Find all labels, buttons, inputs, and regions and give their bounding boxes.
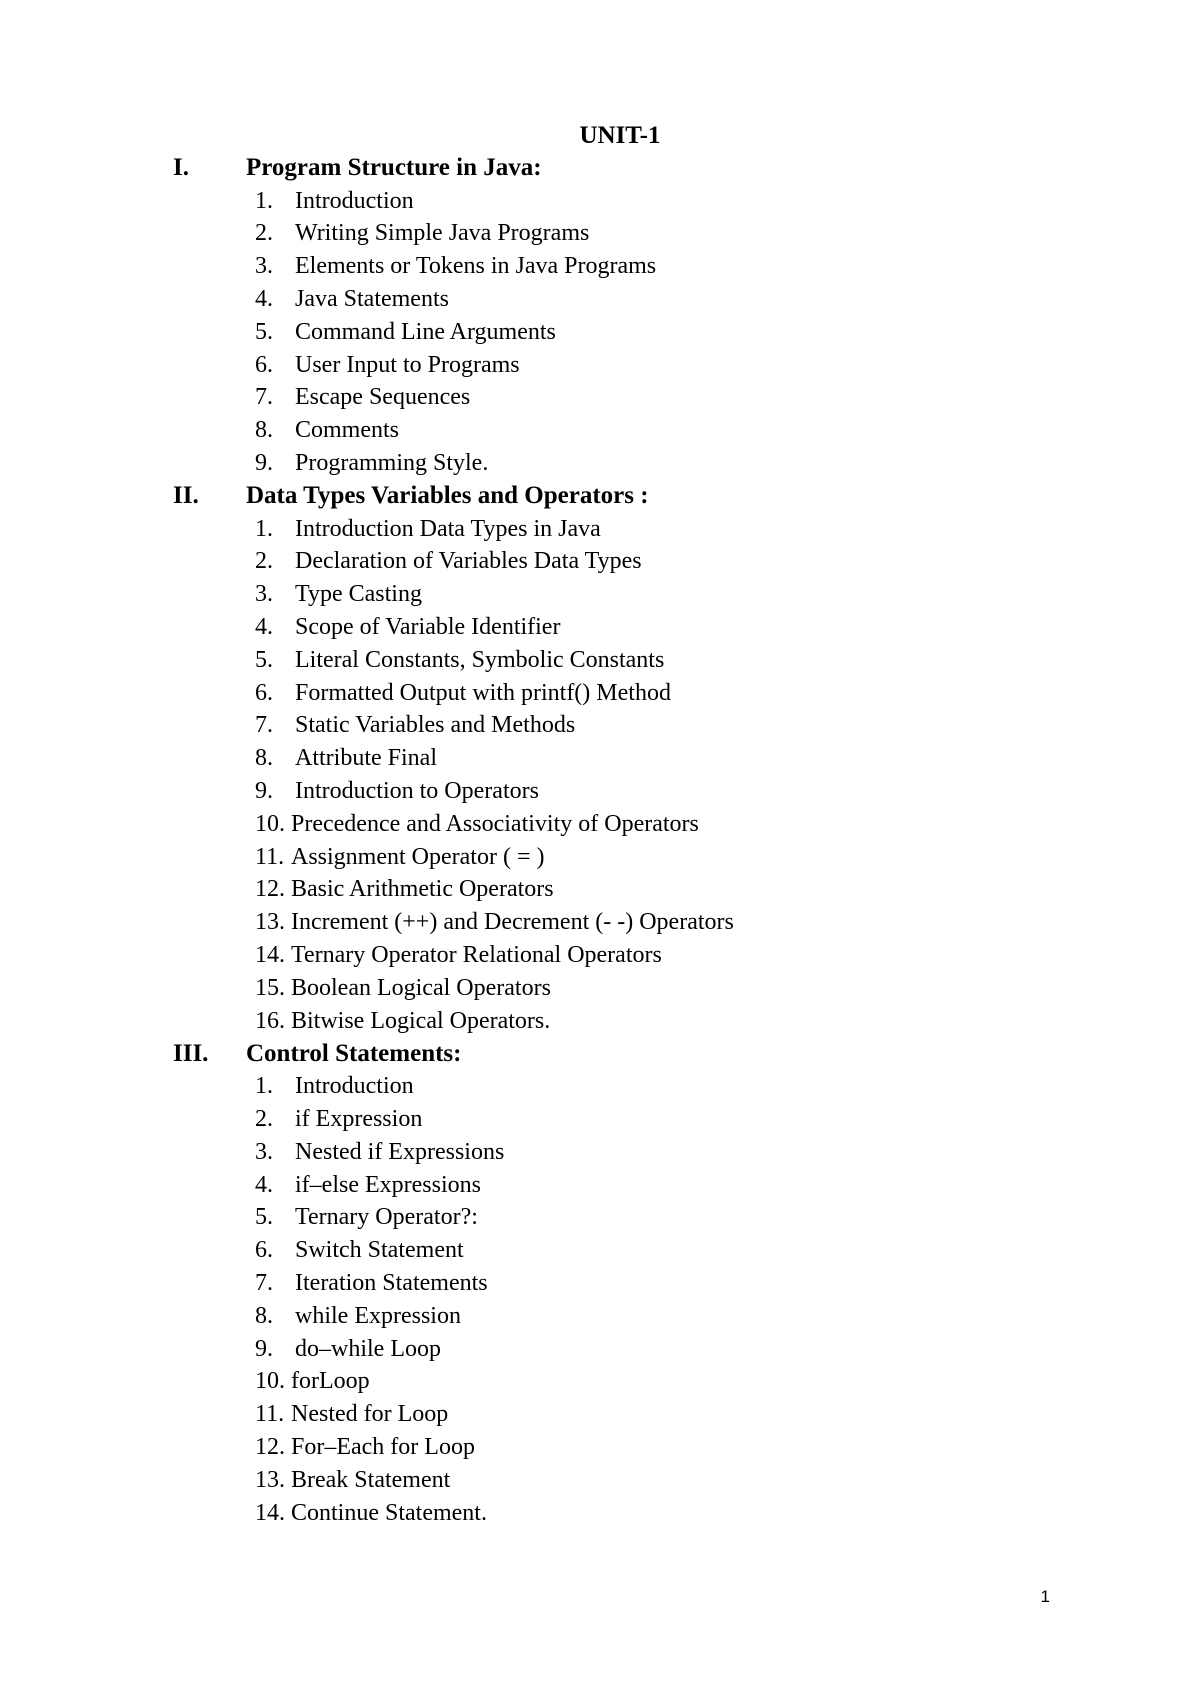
list-item: [173, 1365, 1073, 1398]
list-item-number: 10.: [255, 1368, 285, 1395]
list-item-number: 4.: [255, 614, 273, 641]
list-item: [173, 972, 1073, 1005]
list-item-number: 14.: [255, 942, 285, 969]
list-item: [173, 546, 1073, 579]
list-item-number: 4.: [255, 286, 273, 313]
list-item: [173, 906, 1073, 939]
list-item-text: Ternary Operator?:: [295, 1204, 478, 1231]
section-number: II.: [173, 482, 199, 510]
list-item-number: 7.: [255, 1269, 273, 1296]
list-item: [173, 218, 1073, 251]
section-title: Program Structure in Java:: [246, 154, 542, 182]
list-item-number: 1.: [255, 1073, 273, 1100]
list-item-number: 6.: [255, 679, 273, 706]
list-item: [173, 1103, 1073, 1136]
list-item: [173, 644, 1073, 677]
section-heading: [173, 152, 1073, 185]
list-item-text: Nested if Expressions: [295, 1138, 505, 1165]
list-item-number: 3.: [255, 581, 273, 608]
list-item-number: 12.: [255, 876, 285, 903]
list-item-number: 13.: [255, 1466, 285, 1493]
unit-title: UNIT-1: [579, 122, 661, 149]
list-item-number: 4.: [255, 1171, 273, 1198]
list-item-text: Static Variables and Methods: [295, 712, 576, 739]
list-item-text: Declaration of Variables Data Types: [295, 548, 642, 575]
list-item: [173, 841, 1073, 874]
list-item-text: Iteration Statements: [295, 1269, 488, 1296]
list-item: [173, 414, 1073, 447]
list-item-text: Scope of Variable Identifier: [295, 614, 561, 641]
list-item-text: Bitwise Logical Operators.: [291, 1007, 551, 1034]
list-item-text: if–else Expressions: [295, 1171, 481, 1198]
list-item: [173, 1398, 1073, 1431]
list-item-text: Introduction: [295, 187, 414, 214]
list-item-number: 6.: [255, 1237, 273, 1264]
list-item-text: while Expression: [295, 1302, 461, 1329]
list-item-text: Introduction to Operators: [295, 778, 539, 805]
list-item-text: Precedence and Associativity of Operators: [291, 810, 699, 837]
list-item-number: 10.: [255, 810, 285, 837]
list-item: [173, 1497, 1073, 1530]
list-item: [173, 382, 1073, 415]
list-item-number: 11.: [255, 843, 285, 870]
list-item-text: Writing Simple Java Programs: [295, 220, 590, 247]
list-item-number: 16.: [255, 1007, 285, 1034]
list-item-text: Literal Constants, Symbolic Constants: [295, 646, 665, 673]
list-item-text: Boolean Logical Operators: [291, 974, 551, 1001]
list-item: [173, 185, 1073, 218]
list-item-text: if Expression: [295, 1106, 423, 1132]
list-item-number: 9.: [255, 450, 273, 477]
list-item-text: Introduction: [295, 1073, 414, 1100]
list-item: [173, 1070, 1073, 1103]
list-item: [173, 316, 1073, 349]
list-item-text: Command Line Arguments: [295, 318, 556, 345]
list-item-text: Nested for Loop: [291, 1401, 449, 1428]
list-item-number: 15.: [255, 974, 285, 1001]
list-item-number: 13.: [255, 909, 285, 936]
list-item-text: Increment (++) and Decrement (- -) Operators: [291, 909, 734, 936]
list-item: [173, 1464, 1073, 1497]
list-item-number: 7.: [255, 712, 273, 739]
list-item-number: 11.: [255, 1401, 285, 1428]
list-item: [173, 349, 1073, 382]
list-item-number: 8.: [255, 745, 273, 772]
section-number: III.: [173, 1039, 209, 1067]
list-item-text: Ternary Operator Relational Operators: [291, 942, 662, 969]
list-item-number: 5.: [255, 1204, 273, 1231]
list-item-text: Attribute Final: [295, 745, 437, 772]
list-item-text: Continue Statement.: [291, 1499, 487, 1526]
list-item-number: 1.: [255, 515, 273, 542]
list-item: [173, 1202, 1073, 1235]
list-item-text: Switch Statement: [295, 1237, 464, 1264]
section-number: I.: [173, 154, 189, 182]
list-item: [173, 1431, 1073, 1464]
list-item: [173, 250, 1073, 283]
list-item-number: 2.: [255, 1106, 273, 1132]
list-item-number: 9.: [255, 1335, 273, 1362]
list-item: [173, 939, 1073, 972]
list-item-number: 1.: [255, 187, 273, 214]
list-item-number: 14.: [255, 1499, 285, 1526]
list-item-text: Escape Sequences: [295, 384, 471, 411]
list-item: [173, 1169, 1073, 1202]
list-item-number: 9.: [255, 778, 273, 805]
list-item: [173, 710, 1073, 743]
list-item-number: 7.: [255, 384, 273, 411]
section-title: Control Statements:: [246, 1039, 462, 1067]
list-item-number: 6.: [255, 351, 273, 378]
list-item: [173, 1136, 1073, 1169]
outline: [173, 152, 1073, 1529]
list-item: [173, 611, 1073, 644]
list-item-text: Introduction Data Types in Java: [295, 515, 601, 542]
list-item-number: 5.: [255, 318, 273, 345]
list-item: [173, 775, 1073, 808]
page-number: 1: [1040, 1587, 1050, 1606]
list-item-text: do–while Loop: [295, 1335, 441, 1362]
list-item-text: User Input to Programs: [295, 351, 520, 378]
list-item-text: Programming Style.: [295, 450, 489, 477]
list-item-number: 5.: [255, 646, 273, 673]
list-item: [173, 742, 1073, 775]
list-item: [173, 874, 1073, 907]
list-item-text: Assignment Operator ( = ): [291, 843, 545, 870]
list-item-text: Comments: [295, 417, 400, 444]
list-item-text: Java Statements: [295, 286, 449, 313]
list-item: [173, 283, 1073, 316]
list-item-number: 8.: [255, 417, 273, 444]
list-item-text: Type Casting: [295, 581, 422, 608]
list-item-number: 3.: [255, 253, 273, 280]
list-item-number: 12.: [255, 1433, 285, 1460]
section-title: Data Types Variables and Operators :: [246, 482, 649, 510]
list-item-text: Elements or Tokens in Java Programs: [295, 253, 657, 280]
section-heading: [173, 1038, 1073, 1071]
section-heading: [173, 480, 1073, 513]
list-item: [173, 578, 1073, 611]
list-item-text: Break Statement: [291, 1466, 451, 1493]
list-item: [173, 1234, 1073, 1267]
list-item-number: 3.: [255, 1138, 273, 1165]
list-item-number: 8.: [255, 1302, 273, 1329]
list-item: [173, 513, 1073, 546]
list-item-text: forLoop: [291, 1368, 370, 1395]
list-item-number: 2.: [255, 220, 273, 247]
list-item-text: Formatted Output with printf() Method: [295, 679, 671, 706]
list-item-text: Basic Arithmetic Operators: [291, 876, 554, 903]
list-item-text: For–Each for Loop: [291, 1433, 475, 1460]
list-item-number: 2.: [255, 548, 273, 575]
list-item: [173, 1267, 1073, 1300]
list-item: [173, 1333, 1073, 1366]
list-item: [173, 677, 1073, 710]
list-item: [173, 1005, 1073, 1038]
list-item: [173, 808, 1073, 841]
list-item: [173, 447, 1073, 480]
list-item: [173, 1300, 1073, 1333]
